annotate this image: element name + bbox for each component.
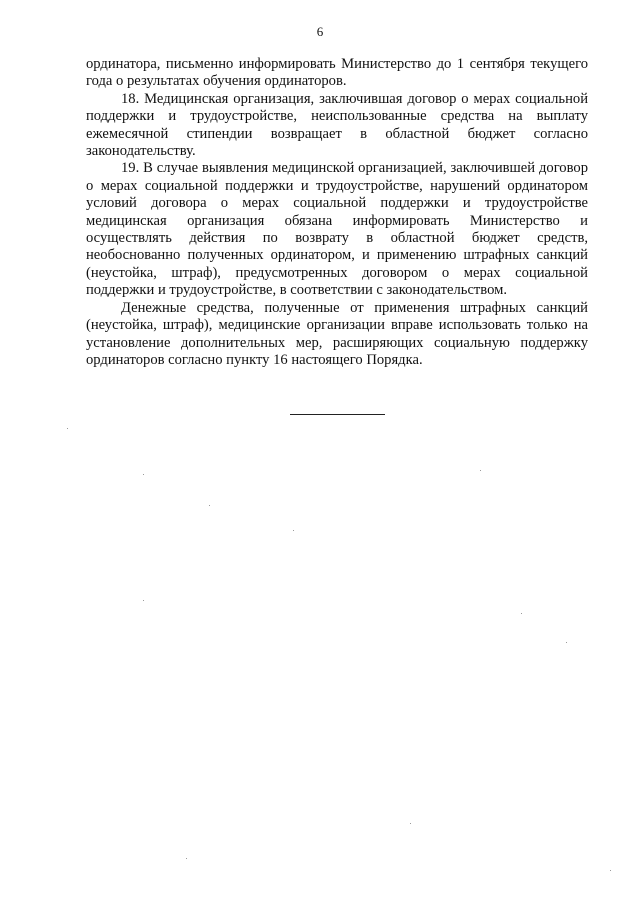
scan-speck bbox=[143, 600, 144, 601]
end-separator-line bbox=[290, 414, 385, 415]
scan-speck bbox=[67, 428, 68, 429]
scan-speck bbox=[566, 642, 567, 643]
page-number: 6 bbox=[316, 24, 324, 39]
scan-speck bbox=[410, 823, 411, 824]
scan-speck bbox=[610, 870, 611, 871]
scan-speck bbox=[480, 470, 481, 471]
scan-speck bbox=[143, 474, 144, 475]
paragraph-item-19: 19. В случае выявления медицинской организацией, заключившей договор о мерах социальной поддержки и трудоустройстве, нарушений ординатором условий договора о мерах социальной поддержки и трудоустройстве медицинская организация обязана информировать Министерство и осуществлять действия по возврату в областной бюджет средств, необоснованно полученных ординатором, и применению штрафных санкций (неустойка, штраф), предусмотренных договором о мерах социальной поддержки и трудоустройстве, в соответствии с законодательством. bbox=[86, 160, 588, 299]
paragraph-item-18: 18. Медицинская организация, заключившая договор о мерах социальной поддержки и трудоустройстве, неиспользованные средства на выплату ежемесячной стипендии возвращает в областной бюджет согласно законодательству. bbox=[86, 90, 588, 160]
paragraph-continuation: ординатора, письменно информировать Министерство до 1 сентября текущего года о результатах обучения ординаторов. bbox=[86, 56, 588, 90]
scan-speck bbox=[293, 530, 294, 531]
paragraph-penalty-funds: Денежные средства, полученные от применения штрафных санкций (неустойка, штраф), медицинские организации вправе использовать только на установление дополнительных мер, расширяющих социальную поддержку ординаторов согласно пункту 16 настоящего Порядка. bbox=[86, 299, 588, 368]
scan-speck bbox=[209, 505, 210, 506]
scan-speck bbox=[521, 613, 522, 614]
document-body bbox=[86, 56, 588, 369]
scan-speck bbox=[186, 858, 187, 859]
